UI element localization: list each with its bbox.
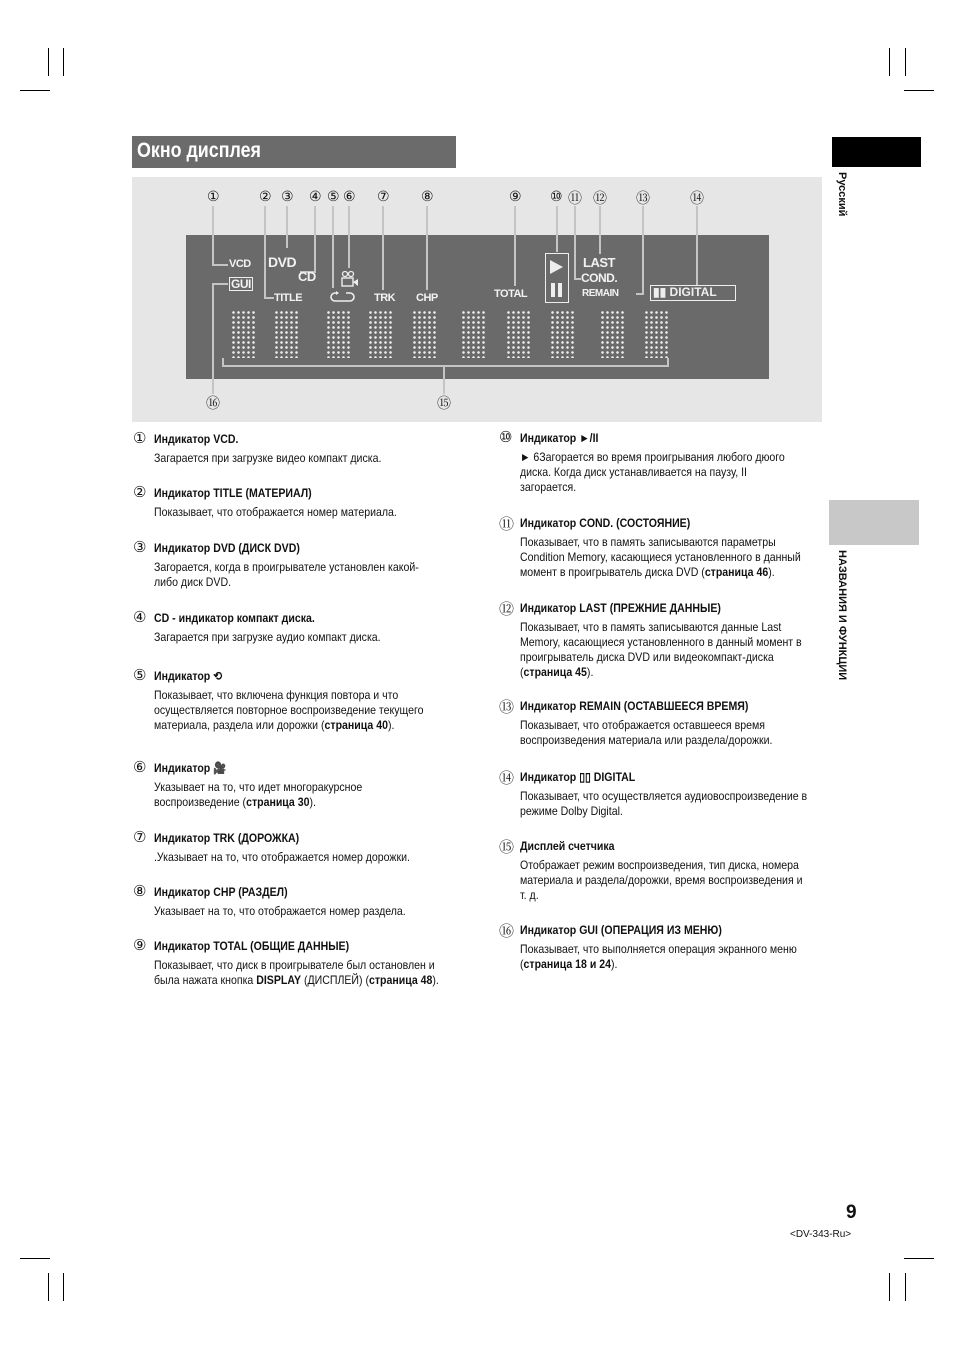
crop-mark — [889, 1273, 890, 1301]
text-segment: Показывает, что осуществляется аудиовоспроизведение в — [520, 789, 808, 803]
description-item — [133, 883, 474, 919]
counter-digit — [644, 310, 670, 358]
text-segment: проигрыватель диска DVD или видеокомпакт-диска — [520, 650, 774, 664]
total-indicator: TOTAL — [494, 288, 528, 300]
description-item — [133, 539, 474, 590]
item-text-line — [154, 703, 436, 718]
text-segment: Указывает на то, что отображается номер раздела. — [154, 904, 406, 918]
digital-indicator — [650, 285, 736, 301]
crop-mark — [905, 1273, 906, 1301]
description-item — [499, 770, 840, 819]
item-number: ⑥ — [133, 759, 147, 776]
item-text-line — [520, 480, 802, 495]
text-segment: Condition Memory, касающиеся установленного в данный — [520, 550, 801, 564]
text-segment: ► 6Загорается во время проигрывания любого дюого — [520, 450, 785, 464]
item-heading: Индикатор VCD. — [154, 432, 239, 446]
item-text-line — [520, 789, 808, 804]
item-heading: Дисплей счетчика — [520, 839, 615, 853]
section-label: НАЗВАНИЯ И ФУНКЦИИ — [836, 550, 848, 681]
item-text-line — [520, 535, 802, 550]
callout-13: ⑬ — [636, 190, 650, 206]
item-text-line — [520, 450, 802, 465]
item-text-line — [154, 688, 436, 703]
item-text-line — [154, 973, 439, 988]
description-item — [133, 430, 474, 466]
last-indicator: LAST — [583, 255, 615, 270]
item-text-line — [520, 718, 802, 733]
item-number: ⑪ — [499, 516, 515, 533]
text-segment: воспроизведение ( — [154, 795, 247, 809]
crop-mark — [20, 1258, 50, 1259]
item-number: ⑫ — [499, 601, 515, 618]
callout-3: ③ — [281, 188, 294, 204]
callout-5: ⑤ — [327, 188, 340, 204]
digital-label: DIGITAL — [669, 285, 717, 299]
item-number: ⑨ — [133, 937, 147, 954]
title-indicator: TITLE — [274, 292, 303, 304]
item-text-line — [520, 733, 802, 748]
text-segment: ( — [520, 665, 524, 679]
text-segment: Загорается, когда в проигрывателе установлен какой- — [154, 560, 419, 574]
item-text-line — [154, 904, 436, 919]
model-code: <DV-343-Ru> — [790, 1229, 852, 1240]
callout-2: ② — [259, 188, 272, 204]
page-reference: страница 46 — [704, 565, 769, 579]
callout-4: ④ — [309, 188, 322, 204]
text-segment: Показывает, что отображается номер материала. — [154, 505, 397, 519]
text-segment: ). — [768, 565, 775, 579]
language-label: Русский — [836, 172, 848, 217]
text-segment: Memory, касающиеся установленного в данный момент в — [520, 635, 802, 649]
text-segment: осуществляется повторное воспроизведение текущего — [154, 703, 424, 717]
item-text-line — [520, 550, 802, 565]
item-text-line — [154, 795, 436, 810]
play-pause-indicator — [545, 253, 569, 303]
item-text-line — [154, 575, 436, 590]
item-text-line — [154, 560, 436, 575]
item-text-line — [154, 780, 436, 795]
text-segment: момент в проигрыватель диска DVD ( — [520, 565, 705, 579]
text-segment: Загарается при загрузке видео компакт диска. — [154, 451, 382, 465]
text-segment: Показывает, что в память записываются параметры — [520, 535, 776, 549]
page-reference: страница 18 и 24 — [523, 957, 612, 971]
item-number: ⑤ — [133, 667, 147, 684]
item-heading: CD - индикатор компакт диска. — [154, 611, 315, 625]
item-text-line — [520, 635, 802, 650]
text-segment: Показывает, что диск в проигрывателе был остановлен и — [154, 958, 435, 972]
item-text-line — [520, 888, 802, 903]
crop-mark — [63, 1273, 64, 1301]
text-segment: материала, раздела или дорожки ( — [154, 718, 325, 732]
counter-digit — [274, 310, 300, 358]
callout-7: ⑦ — [377, 188, 390, 204]
item-text-line — [520, 942, 802, 957]
description-item — [133, 667, 474, 733]
description-item — [499, 699, 840, 748]
text-segment: т. д. — [520, 888, 539, 902]
counter-digit — [412, 310, 438, 358]
item-number: ⑭ — [499, 770, 515, 787]
text-segment: либо диск DVD. — [154, 575, 232, 589]
page-number: 9 — [846, 1202, 857, 1223]
item-heading: Индикатор TOTAL (ОБЩИЕ ДАННЫЕ) — [154, 939, 350, 953]
description-item — [133, 829, 474, 865]
page-reference: страница 45 — [523, 665, 587, 679]
counter-digit — [326, 310, 352, 358]
text-segment: ). — [309, 795, 316, 809]
item-heading: Индикатор ⟲ — [154, 669, 223, 683]
crop-mark — [48, 1273, 49, 1301]
counter-digit — [368, 310, 394, 358]
callout-6: ⑥ — [343, 188, 356, 204]
description-item — [499, 923, 840, 972]
description-item — [133, 484, 474, 520]
counter-digit — [231, 310, 257, 358]
text-segment: ). — [611, 957, 618, 971]
trk-indicator: TRK — [374, 292, 396, 304]
item-heading: Индикатор GUI (ОПЕРАЦИЯ ИЗ МЕНЮ) — [520, 923, 722, 937]
item-number: ⑮ — [499, 839, 515, 856]
item-heading: Индикатор REMAIN (ОСТАВШЕЕСЯ ВРЕМЯ) — [520, 699, 749, 713]
page-reference: DISPLAY — [256, 973, 302, 987]
counter-digit — [506, 310, 532, 358]
text-segment: воспроизведения материала или раздела/дорожки. — [520, 733, 773, 747]
item-number: ⑦ — [133, 829, 147, 846]
callout-15: ⑮ — [437, 395, 451, 411]
counter-digit — [600, 310, 626, 358]
page-reference: страница 48 — [368, 973, 433, 987]
item-text-line — [154, 505, 436, 520]
item-text-line — [154, 958, 436, 973]
callout-14: ⑭ — [690, 190, 704, 206]
description-item — [499, 429, 840, 495]
dolby-icon: ▮▮ — [653, 285, 670, 299]
item-text-line — [520, 465, 802, 480]
description-item — [499, 516, 840, 580]
callout-8: ⑧ — [421, 188, 434, 204]
item-text-line — [154, 451, 436, 466]
remain-indicator: REMAIN — [582, 288, 619, 299]
play-pause-icon — [546, 254, 567, 301]
section-tab — [829, 500, 919, 545]
text-segment: ( — [520, 957, 524, 971]
item-text-line — [520, 620, 802, 635]
angle-camera-icon — [340, 270, 360, 288]
text-segment: Указывает на то, что идет многоракурсное — [154, 780, 363, 794]
item-text-line — [154, 718, 436, 733]
text-segment: режиме Dolby Digital. — [520, 804, 623, 818]
cond-indicator: COND. — [581, 271, 618, 285]
callout-1: ① — [207, 188, 220, 204]
item-heading: Индикатор ▯▯ DIGITAL — [520, 770, 636, 784]
item-text-line — [520, 650, 802, 665]
item-heading: Индикатор LAST (ПРЕЖНИЕ ДАННЫЕ) — [520, 601, 721, 615]
description-item — [133, 609, 474, 645]
item-heading: Индикатор TITLE (МАТЕРИАЛ) — [154, 486, 312, 500]
item-text-line — [520, 804, 802, 819]
text-segment: Показывает, что отображается оставшееся время — [520, 718, 765, 732]
text-segment: Загарается при загрузке аудио компакт диска. — [154, 630, 381, 644]
vcd-indicator: VCD — [229, 258, 251, 270]
text-segment: была нажата кнопка — [154, 973, 257, 987]
callout-12: ⑫ — [593, 190, 607, 206]
item-number: ⑧ — [133, 883, 147, 900]
item-number: ⑩ — [499, 429, 513, 446]
text-segment: ). — [387, 718, 395, 732]
item-number: ⑯ — [499, 923, 515, 940]
item-number: ③ — [133, 539, 147, 556]
item-heading: Индикатор TRK (ДОРОЖКА) — [154, 831, 300, 845]
text-segment: Показывает, что выполняется операция экранного меню — [520, 942, 797, 956]
chp-indicator: CHP — [416, 292, 438, 304]
counter-digit — [550, 310, 576, 358]
item-text-line — [520, 858, 802, 873]
item-text-line — [520, 565, 802, 580]
description-item — [133, 937, 474, 988]
text-segment: .Указывает на то, что отображается номер дорожки. — [154, 850, 410, 864]
item-text-line — [154, 630, 436, 645]
callout-16: ⑯ — [206, 395, 220, 411]
callout-11: ⑪ — [568, 190, 582, 206]
description-item — [133, 759, 474, 810]
item-number: ⑬ — [499, 699, 515, 716]
item-text-line — [520, 957, 802, 972]
page-reference: страница 40 — [324, 718, 388, 732]
page-title-text: Окно дисплея — [137, 139, 261, 162]
item-text-line — [520, 665, 802, 680]
item-text-line — [154, 850, 436, 865]
gui-indicator: GUI — [231, 277, 251, 291]
text-segment: Показывает, что в память записываются данные Last — [520, 620, 782, 634]
leader-lines — [0, 0, 954, 430]
item-text-line — [520, 873, 802, 888]
item-heading: Индикатор ►/II — [520, 431, 599, 445]
page-reference: страница 30 — [246, 795, 310, 809]
text-segment: диска. Когда диск устанавливается на паузу, II — [520, 465, 747, 479]
crop-mark — [904, 1258, 934, 1259]
text-segment: Показывает, что включена функция повтора и что — [154, 688, 399, 702]
description-item — [499, 839, 840, 903]
item-heading: Индикатор DVD (ДИСК DVD) — [154, 541, 300, 555]
item-number: ② — [133, 484, 147, 501]
text-segment: ). — [586, 665, 594, 679]
text-segment: Отображает режим воспроизведения, тип диска, номера — [520, 858, 799, 872]
text-segment: материала и раздела/дорожки, время воспроизведения и — [520, 873, 803, 887]
text-segment: загорается. — [520, 480, 577, 494]
cd-indicator: CD — [298, 269, 316, 284]
dvd-indicator: DVD — [268, 254, 297, 270]
callout-9: ⑨ — [509, 188, 522, 204]
text-segment: (ДИСПЛЕЙ) ( — [301, 973, 369, 987]
repeat-icon — [330, 290, 356, 304]
item-heading: Индикатор CHP (РАЗДЕЛ) — [154, 885, 288, 899]
item-number: ① — [133, 430, 147, 447]
item-number: ④ — [133, 609, 147, 626]
description-item — [499, 601, 840, 680]
counter-digit — [461, 310, 487, 358]
callout-10: ⑩ — [550, 188, 563, 204]
item-heading: Индикатор COND. (СОСТОЯНИЕ) — [520, 516, 691, 530]
text-segment: ). — [432, 973, 439, 987]
item-heading: Индикатор 🎥 — [154, 761, 227, 775]
